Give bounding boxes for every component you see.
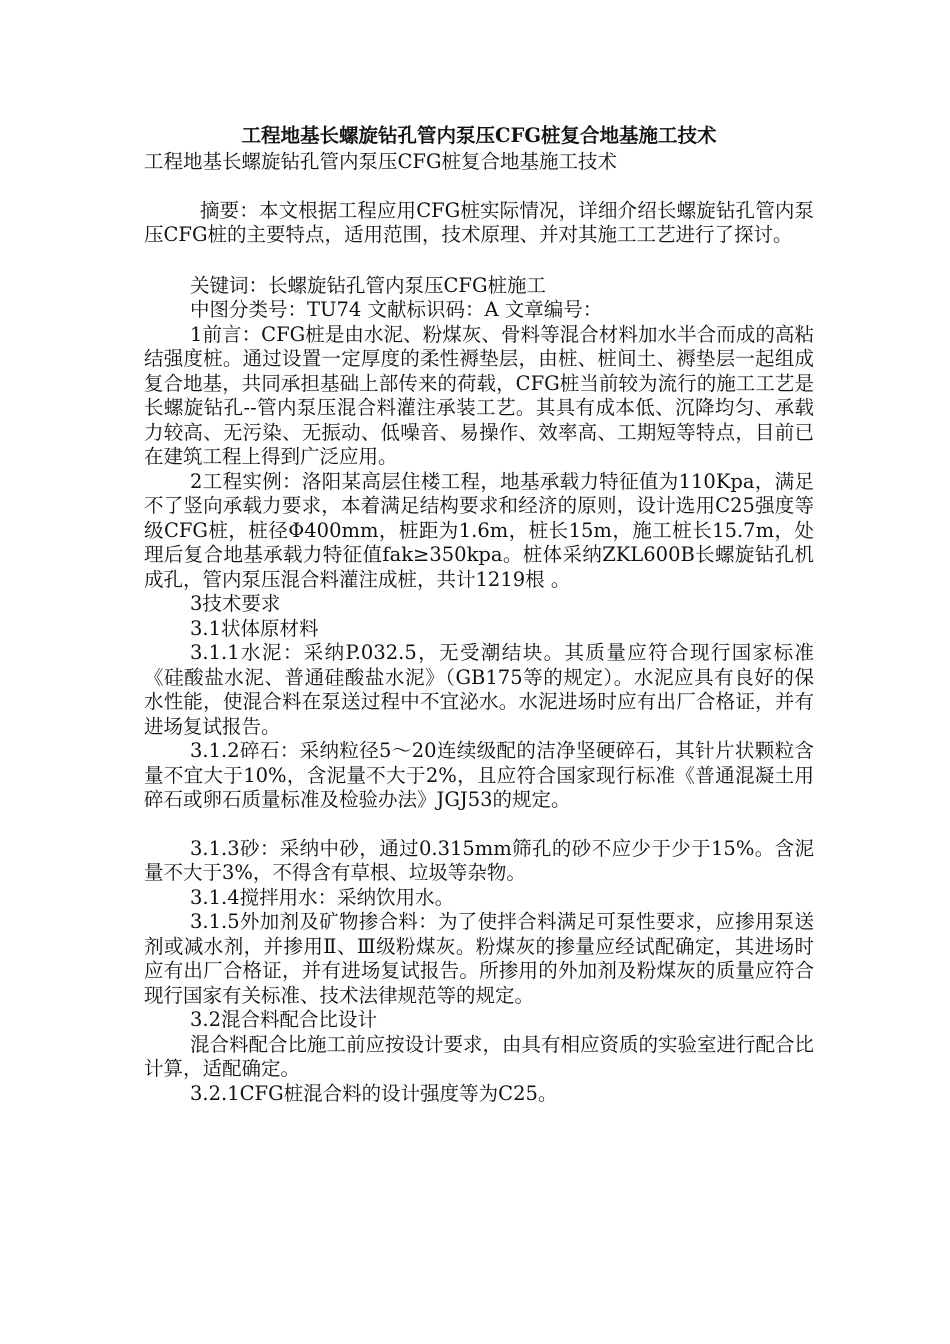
document-page xyxy=(144,122,814,1106)
classification-line: 中图分类号：TU74 文献标识码：A 文章编号： xyxy=(190,298,603,321)
document-subtitle: 工程地基长螺旋钻孔管内泵压CFG桩复合地基施工技术 xyxy=(144,150,618,173)
section-project-example: 2工程实例：洛阳某高层住楼工程，地基承载力特征值为110Kpa，满足不了竖向承载力要求，本着满足结构要求和经济的原则，设计选用C25强度等级CFG桩，桩径Φ400mm，桩距为1.6m，桩长15m，施工桩长15.7m，处理后复合地基承载力特征值fak≥350kpa。桩体采纳ZKL600B长螺旋钻孔机成孔，管内泵压混合料灌注成桩，共计1219根 。 xyxy=(144,469,814,591)
heading-technical-requirements: 3技术要求 xyxy=(190,592,281,615)
heading-raw-materials: 3.1状体原材料 xyxy=(190,616,319,640)
paragraph-gravel: 3.1.2碎石：采纳粒径5～20连续级配的洁净坚硬碎石，其针片状颗粒含量不宜大于10%，含泥量不大于2%，且应符合国家现行标准《普通混凝土用碎石或卵石质量标准及检验办法》JGJ53的规定。 xyxy=(144,739,814,811)
heading-mix-design: 3.2混合料配合比设计 xyxy=(190,1008,378,1031)
paragraph-mixing-water: 3.1.4搅拌用水：采纳饮用水。 xyxy=(190,885,455,909)
abstract-paragraph: 摘要：本文根据工程应用CFG桩实际情况，详细介绍长螺旋钻孔管内泵压CFG桩的主要特点，适用范围，技术原理、并对其施工工艺进行了探讨。 xyxy=(144,198,814,246)
paragraph-admixtures: 3.1.5外加剂及矿物掺合料：为了使拌合料满足可泵性要求，应掺用泵送剂或减水剂，并掺用Ⅱ、Ⅲ级粉煤灰。粉煤灰的掺量应经试配确定，其进场时应有出厂合格证，并有进场复试报告。所掺用的外加剂及粉煤灰的质量应符合现行国家有关标准、技术法律规范等的规定。 xyxy=(144,910,814,1007)
paragraph-mix-design: 混合料配合比施工前应按设计要求，由具有相应资质的实验室进行配合比计算，适配确定。 xyxy=(144,1032,815,1080)
paragraph-sand: 3.1.3砂：采纳中砂，通过0.315mm筛孔的砂不应少于少于15%。含泥量不大于3%，不得含有草根、垃圾等杂物。 xyxy=(144,836,814,884)
section-preface: 1前言：CFG桩是由水泥、粉煤灰、骨料等混合材料加水半合而成的高粘结强度桩。通过设置一定厚度的柔性褥垫层，由桩、桩间土、褥垫层一起组成复合地基，共同承担基础上部传来的荷载，CFG桩当前较为流行的施工工艺是长螺旋钻孔--管内泵压混合料灌注承装工艺。其具有成本低、沉降均匀、承载力较高、无污染、无振动、低噪音、易操作、效率高、工期短等特点，目前已在建筑工程上得到广泛应用。 xyxy=(144,322,814,468)
document-title: 工程地基长螺旋钻孔管内泵压CFG桩复合地基施工技术 xyxy=(241,124,717,147)
paragraph-cement: 3.1.1水泥：采纳P.032.5，无受潮结块。其质量应符合现行国家标准《硅酸盐水泥、普通硅酸盐水泥》（GB175等的规定）。水泥应具有良好的保水性能，使混合料在泵送过程中不宜泌水。水泥进场时应有出厂合格证，并有进场复试报告。 xyxy=(144,641,814,738)
paragraph-design-strength: 3.2.1CFG桩混合料的设计强度等为C25。 xyxy=(190,1081,558,1105)
keywords-line: 关键词：长螺旋钻孔管内泵压CFG桩施工 xyxy=(190,273,547,297)
